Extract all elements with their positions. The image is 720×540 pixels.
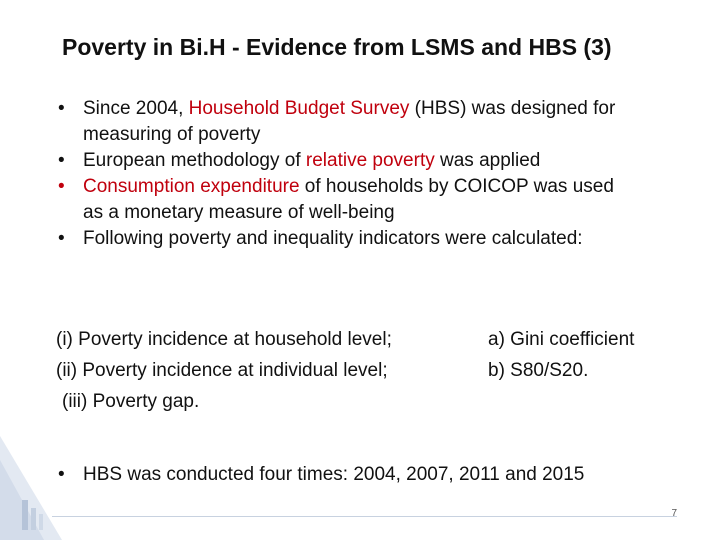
bullet-text-line2: measuring of poverty xyxy=(83,124,261,145)
indicator-individual-incidence: (ii) Poverty incidence at individual level; xyxy=(56,360,388,381)
highlight-consumption-expenditure: Consumption expenditure xyxy=(83,176,300,197)
highlight-relative-poverty: relative poverty xyxy=(305,150,435,171)
bullet-dot: • xyxy=(58,228,65,249)
footer-divider xyxy=(52,516,677,517)
bullet-dot: • xyxy=(58,464,65,485)
bullet-text-post: of households by COICOP was used xyxy=(299,176,614,197)
bullet-hbs-four-times xyxy=(58,462,584,488)
highlight-household-budget-survey: Household Budget Survey xyxy=(188,98,410,119)
bullet-text-pre: European methodology of xyxy=(83,150,306,171)
indicator-household-incidence: (i) Poverty incidence at household level; xyxy=(56,329,392,350)
inequality-indicators-list xyxy=(488,324,634,386)
bullet-indicators-calculated xyxy=(58,226,708,252)
poverty-indicators-list xyxy=(56,324,392,417)
bullet-text: HBS was conducted four times: 2004, 2007, 2011 and 2015 xyxy=(83,464,585,485)
bullet-text: Following poverty and inequality indicators were calculated: xyxy=(83,228,583,249)
indicator-poverty-gap: (iii) Poverty gap. xyxy=(62,391,200,412)
bullet-consumption-expenditure xyxy=(58,174,708,226)
page-number: 7 xyxy=(671,508,677,519)
bullet-text-post: was applied xyxy=(434,150,541,171)
bullet-text-pre: Since 2004, xyxy=(83,98,189,119)
bullet-text-line2: as a monetary measure of well-being xyxy=(83,202,395,223)
bullet-dot: • xyxy=(58,98,65,119)
bullet-european-methodology xyxy=(58,148,708,174)
bullet-dot: • xyxy=(58,176,65,197)
bullet-dot: • xyxy=(58,150,65,171)
indicator-gini: a) Gini coefficient xyxy=(488,329,635,350)
bullet-list xyxy=(58,96,708,252)
indicator-s80-s20: b) S80/S20. xyxy=(488,360,589,381)
bullet-text-post: (HBS) was designed for xyxy=(409,98,616,119)
corner-decoration-graphic xyxy=(0,436,62,540)
bullet-hbs-since-2004 xyxy=(58,96,708,148)
slide-title: Poverty in Bi.H - Evidence from LSMS and HBS (3) xyxy=(62,34,612,60)
